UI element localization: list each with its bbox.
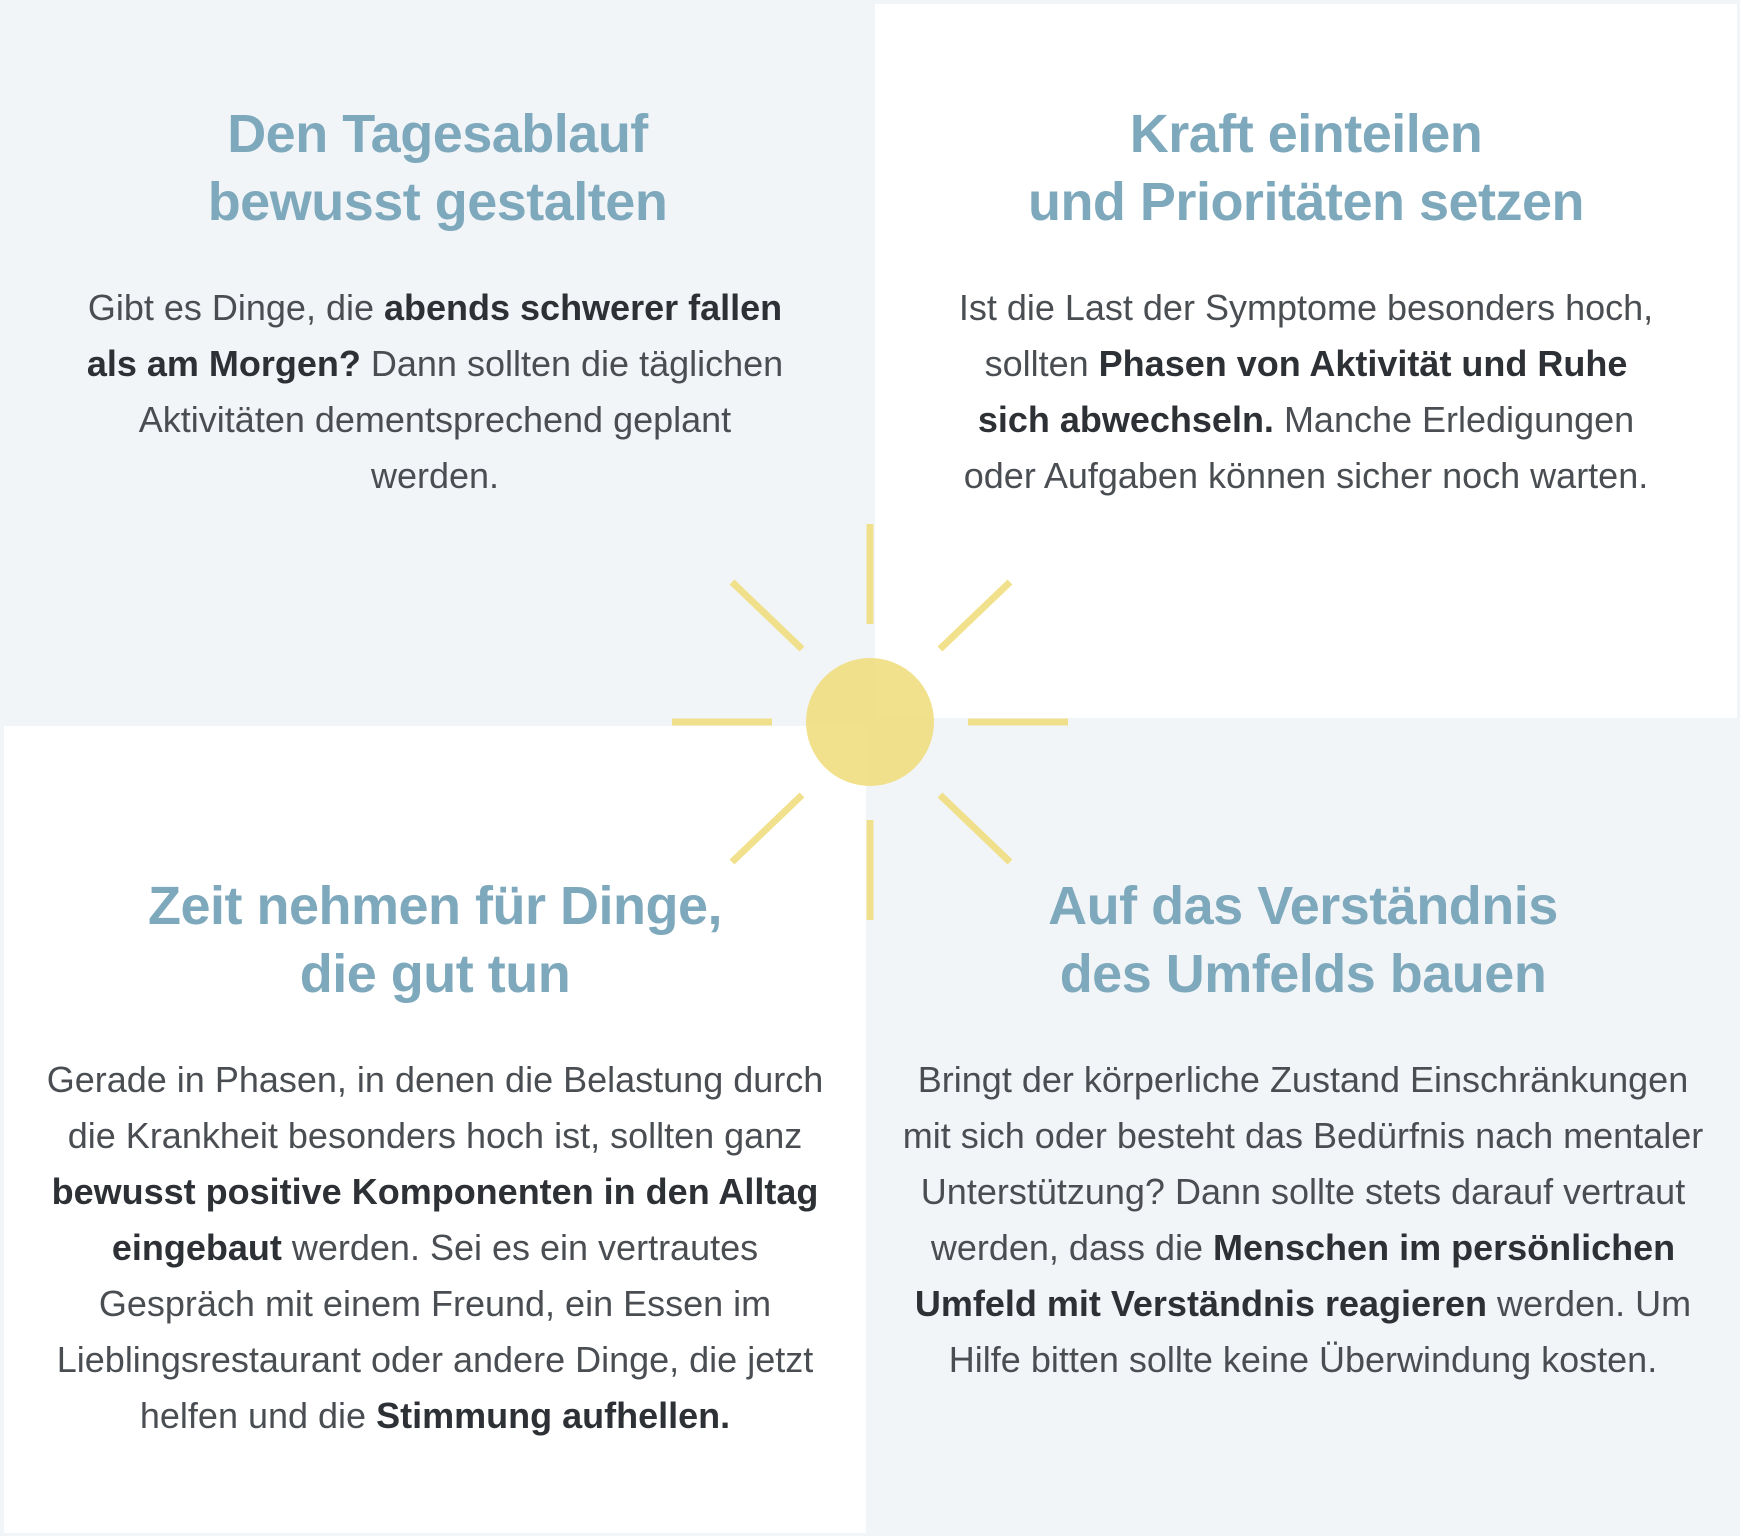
heading-line: des Umfelds bauen [1059,944,1547,1004]
body-run: werden. Um Hilfe bitten sollte keine Überwindung kosten. [948,1283,1692,1380]
body-run-bold: Phasen von Aktivität und Ruhe sich abwechseln. [977,343,1628,440]
body-run-bold: bewusst positive Komponenten in den Alltag eingebaut [51,1171,819,1268]
panel-body-text [900,1052,1706,1388]
body-run: Dann sollten die täglichen Aktivitäten dementsprechend geplant werden. [138,343,784,496]
body-run-bold: abends schwerer fallen als am Morgen? [86,287,783,384]
body-run: Ist die Last der Symptome besonders hoch, sollten [958,287,1654,384]
panel-heading [0,100,875,236]
body-run: Bringt der körperliche Zustand Einschränkungen mit sich oder besteht das Bedürfnis nach mentaler Unterstützung? Dann sollte stets darauf vertraut werden, dass die [902,1059,1704,1268]
heading-line: Kraft einteilen [1129,104,1483,164]
body-run-bold: Stimmung aufhellen. [376,1395,731,1436]
body-run: Gibt es Dinge, die [87,287,384,328]
heading-line: die gut tun [299,944,571,1004]
panel-heading [866,872,1740,1008]
panel-body-text [955,280,1657,504]
panel-body-text [34,1052,836,1444]
tip-panel-energy-priorities [875,4,1737,718]
panel-heading [875,100,1737,236]
panel-body-text [85,280,785,504]
body-run-bold: Menschen im persönlichen Umfeld mit Verständnis reagieren [914,1227,1676,1324]
tip-panel-take-time [4,726,866,1533]
heading-line: Den Tagesablauf [227,104,648,164]
body-run: werden. Sei es ein vertrautes Gespräch mit einem Freund, ein Essen im Lieblingsrestaurant oder andere Dinge, die jetzt helfen und die [56,1227,814,1436]
tip-panel-daily-routine [0,0,875,726]
heading-line: Zeit nehmen für Dinge, [147,876,723,936]
panel-heading [4,872,866,1008]
heading-line: und Prioritäten setzen [1027,172,1585,232]
tip-panel-understanding [866,718,1740,1536]
body-run: Manche Erledigungen oder Aufgaben können sicher noch warten. [963,399,1649,496]
heading-line: Auf das Verständnis [1048,876,1558,936]
body-run: Gerade in Phasen, in denen die Belastung durch die Krankheit besonders hoch ist, sollten ganz [46,1059,824,1156]
heading-line: bewusst gestalten [207,172,668,232]
